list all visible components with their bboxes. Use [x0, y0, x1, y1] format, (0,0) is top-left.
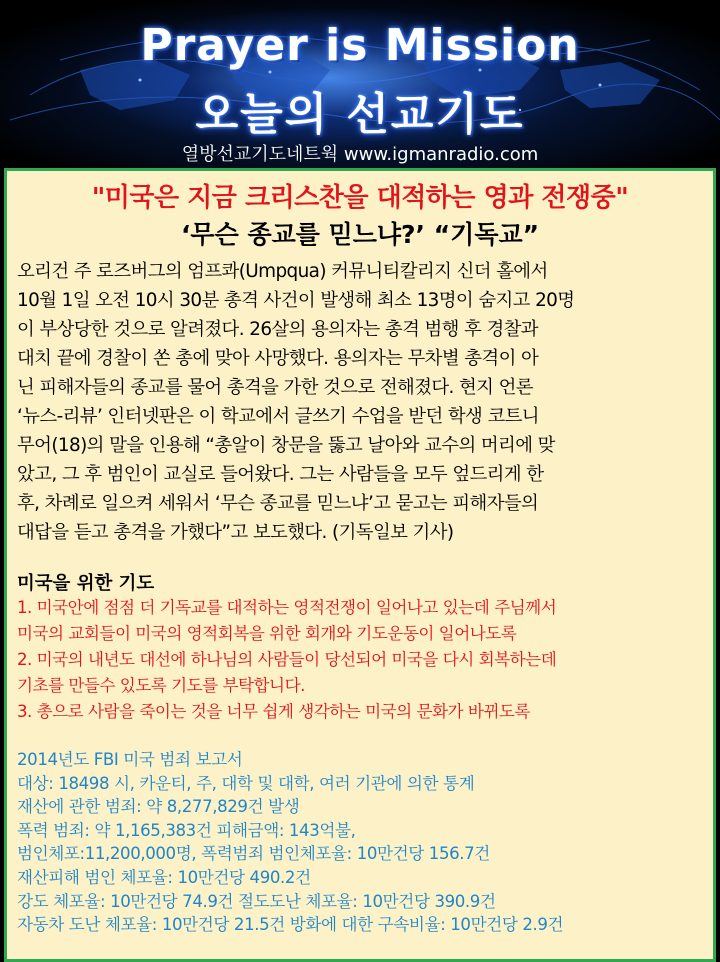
prayer-line: 미국의 교회들이 미국의 영적회복을 위한 회개와 기도운동이 일어나도록: [17, 624, 517, 643]
article-line: 후, 차례로 일으켜 세워서 ‘무슨 종교를 믿느냐’고 묻고는 피해자들의: [17, 493, 539, 514]
prayer-list: [17, 595, 707, 725]
crime-stats: [17, 748, 707, 937]
article-line: 무어(18)의 말을 인용해 “총알이 창문을 뚫고 날아와 교수의 머리에 맞: [17, 435, 555, 456]
content-panel: [4, 168, 716, 962]
stats-line: 폭력 범죄: 약 1,165,383건 피해금액: 143억불,: [17, 820, 356, 840]
network-credit: 열방선교기도네트웍 www.igmanradio.com: [181, 144, 539, 165]
stats-line: 재산에 관한 범죄: 약 8,277,829건 발생: [17, 797, 300, 817]
article-line: 대답을 듣고 총격을 가했다”고 보도했다. (기독일보 기사): [17, 522, 454, 543]
article-subhead: ‘무슨 종교를 믿느냐?’ “기독교”: [180, 220, 540, 249]
stats-title: 2014년도 FBI 미국 범죄 보고서: [17, 750, 243, 769]
banner-title-english: Prayer is Mission: [140, 20, 580, 71]
prayer-line: 2. 미국의 내년도 대선에 하나님의 사람들이 당선되어 미국을 다시 회복하는데: [17, 650, 557, 669]
article-line: 닌 피해자들의 종교를 물어 총격을 가한 것으로 전해졌다. 현지 언론: [17, 377, 533, 398]
article-line: 았고, 그 후 범인이 교실로 들어왔다. 그는 사람들을 모두 엎드리게 한: [17, 464, 544, 485]
article-line: ‘뉴스-리뷰’ 인터넷판은 이 학교에서 글쓰기 수업을 받던 학생 코트니: [17, 406, 539, 427]
article-body: [17, 257, 707, 547]
banner-title-korean: 오늘의 선교기도: [195, 89, 525, 140]
prayer-line: 1. 미국안에 점점 더 기독교를 대적하는 영적전쟁이 일어나고 있는데 주님께서: [17, 598, 557, 617]
article-line: 10월 1일 오전 10시 30분 총격 사건이 발생해 최소 13명이 숨지고 20명: [17, 290, 575, 311]
article-headline: "미국은 지금 크리스찬을 대적하는 영과 전쟁중": [91, 183, 629, 213]
prayer-line: 기초를 만들수 있도록 기도를 부탁합니다.: [17, 676, 305, 695]
article-line: 대치 끝에 경찰이 쏜 총에 맞아 사망했다. 용의자는 무차별 총격이 아: [17, 348, 539, 369]
header-banner: [0, 0, 720, 168]
stats-line: 범인체포:11,200,000명, 폭력범죄 범인체포율: 10만건당 156.7건: [17, 844, 490, 864]
prayer-line: 3. 총으로 사람을 죽이는 것을 너무 쉽게 생각하는 미국의 문화가 바뀌도록: [17, 702, 530, 721]
prayer-section-title: 미국을 위한 기도: [17, 573, 155, 594]
article-line: 오리건 주 로즈버그의 엄프콰(Umpqua) 커뮤니티칼리지 신더 홀에서: [17, 261, 548, 282]
stats-line: 대상: 18498 시, 카운티, 주, 대학 및 대학, 여러 기관에 의한 통계: [17, 773, 475, 793]
stats-line: 재산피해 범인 체포율: 10만건당 490.2건: [17, 867, 311, 887]
article-line: 이 부상당한 것으로 알려졌다. 26살의 용의자는 총격 범행 후 경찰과: [17, 319, 538, 340]
stats-line: 강도 체포율: 10만건당 74.9건 절도도난 체포율: 10만건당 390.9건: [17, 891, 496, 911]
stats-line: 자동차 도난 체포율: 10만건당 21.5건 방화에 대한 구속비율: 10만건당 2.9건: [17, 915, 564, 935]
